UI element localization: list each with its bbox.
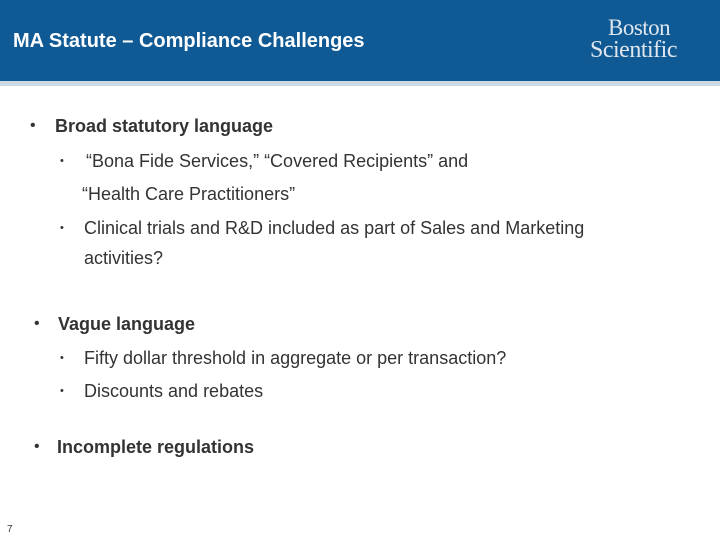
sub-bullet-marker: • <box>60 155 64 167</box>
bullet-marker: • <box>30 117 36 134</box>
logo-line-2: Scientific <box>590 37 677 63</box>
sub-bullet-discounts: Discounts and rebates <box>84 381 264 401</box>
bullet-marker: • <box>34 438 40 455</box>
sub-bullet-marker: • <box>60 385 64 397</box>
slide-title: MA Statute – Compliance Challenges <box>13 30 365 52</box>
header-stripe <box>0 81 720 86</box>
sub-bullet-fifty-dollar: Fifty dollar threshold in aggregate or per transaction? <box>84 348 507 368</box>
boston-scientific-logo <box>588 15 700 65</box>
logo-line-1: Boston <box>608 15 671 40</box>
bullet-marker: • <box>34 315 40 332</box>
sub-bullet-marker: • <box>60 352 64 364</box>
sub-bullet-marker: • <box>60 222 64 234</box>
page-number: 7 <box>7 524 13 535</box>
sub-bullet-clinical-trials: Clinical trials and R&D included as part of Sales and Marketing <box>84 218 585 238</box>
sub-bullet-bona-fide: “Bona Fide Services,” “Covered Recipients” and <box>86 151 469 171</box>
bullet-vague-language: Vague language <box>58 314 196 334</box>
sub-bullet-clinical-trials-cont: activities? <box>84 248 164 268</box>
header-bar <box>0 0 720 81</box>
bullet-incomplete-regulations: Incomplete regulations <box>57 437 255 457</box>
sub-bullet-bona-fide-cont: “Health Care Practitioners” <box>82 184 296 204</box>
bullet-broad-statutory: Broad statutory language <box>55 116 274 136</box>
